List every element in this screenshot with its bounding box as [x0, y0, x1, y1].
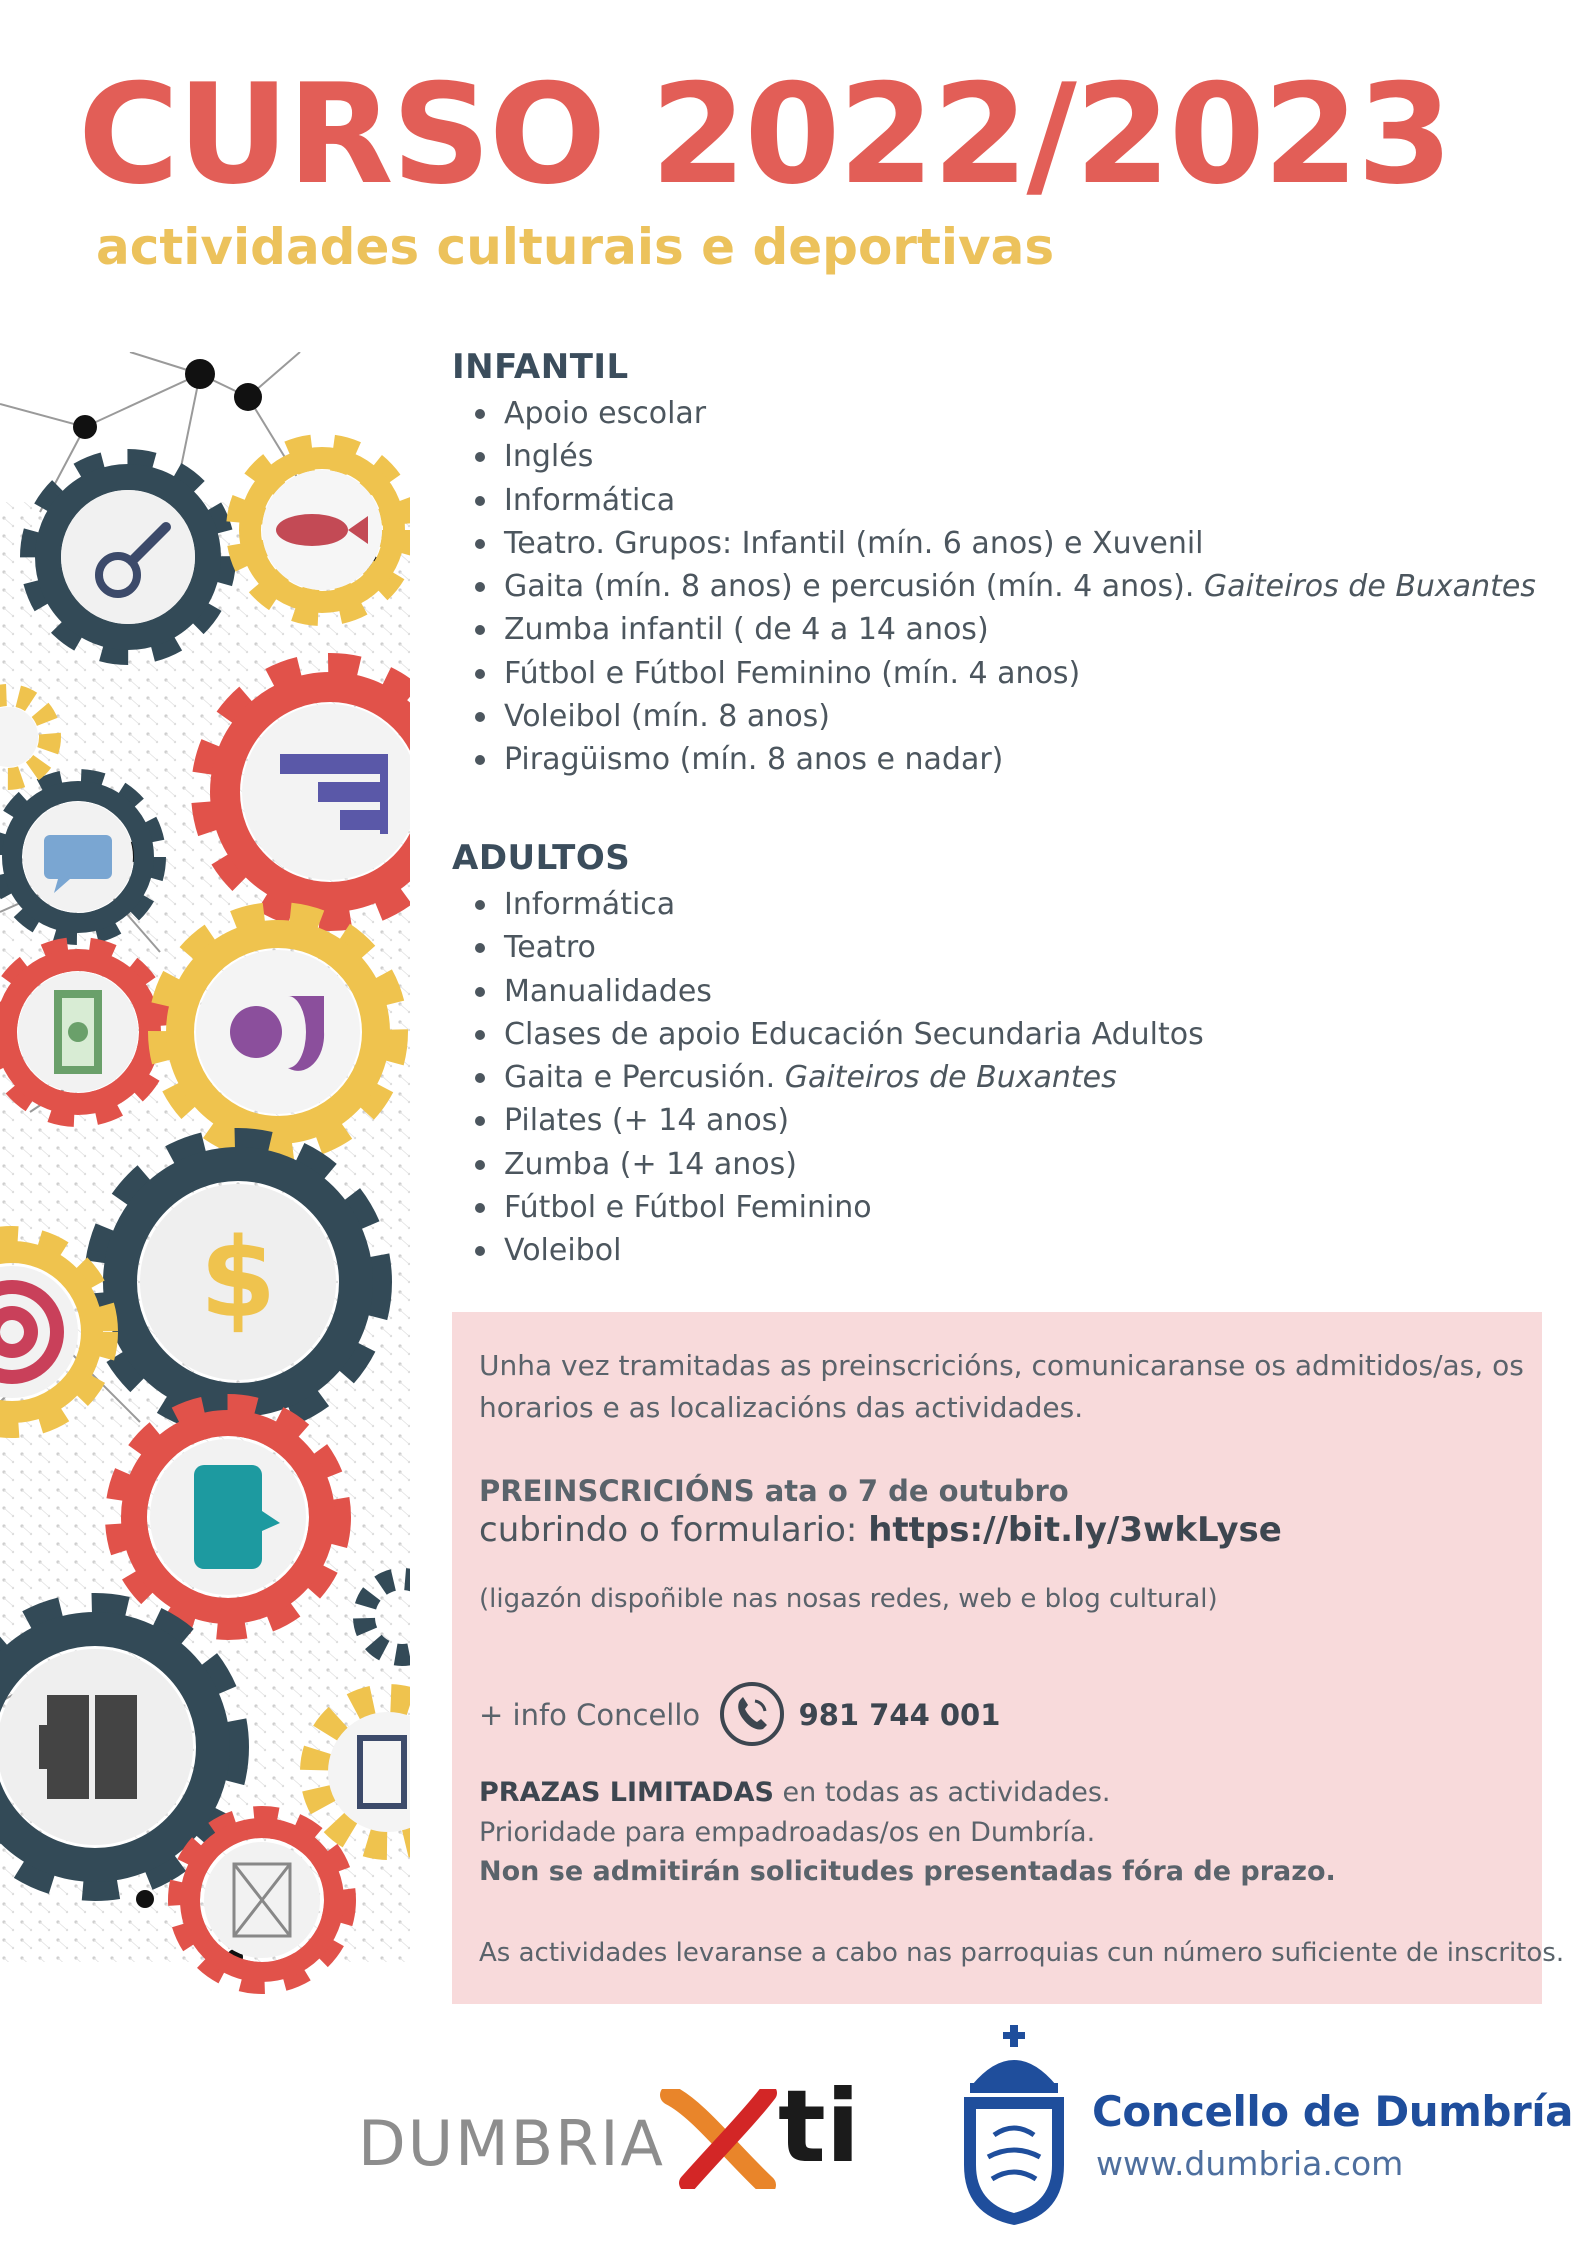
info-intro-line1: Unha vez tramitadas as preinscricións, comunicaranse os admitidos/as, os: [479, 1349, 1524, 1382]
infantil-item-text: Fútbol e Fútbol Feminino (mín. 4 anos): [504, 655, 1081, 691]
adultos-item: [452, 970, 1204, 1013]
infantil-item: [452, 435, 1536, 478]
dumbria-word: DUMBRIA: [358, 2107, 665, 2180]
concello-name: Concello de Dumbría: [1092, 2087, 1573, 2136]
infantil-item: [452, 565, 1536, 608]
adultos-item-text: Manualidades: [504, 973, 712, 1009]
adultos-item-text: Fútbol e Fútbol Feminino: [504, 1190, 872, 1226]
adultos-item-text: Gaita e Percusión.: [504, 1060, 785, 1096]
infantil-item-text: Informática: [504, 482, 676, 518]
infantil-item: [452, 479, 1536, 522]
infantil-item-text: Voleibol (mín. 8 anos): [504, 699, 831, 735]
adultos-activity-list: [452, 883, 1204, 1273]
adultos-item: [452, 1186, 1204, 1229]
adultos-item: [452, 1143, 1204, 1186]
infantil-item-text: Apoio escolar: [504, 396, 707, 431]
svg-text:X: X: [718, 2159, 719, 2160]
concello-website[interactable]: www.dumbria.com: [1096, 2144, 1404, 2183]
infantil-item-text: Inglés: [504, 439, 594, 475]
infantil-item: [452, 522, 1536, 565]
infantil-item-group: Gaiteiros de Buxantes: [1203, 569, 1536, 605]
adultos-item: [452, 1013, 1204, 1056]
phone-number[interactable]: 981 744 001: [798, 1698, 1001, 1732]
adultos-item: [452, 1229, 1204, 1272]
infantil-item: [452, 695, 1536, 738]
ti-word: ti: [778, 2068, 861, 2185]
limited-places-rest: en todas as actividades.: [773, 1777, 1111, 1808]
phone-icon: [719, 1681, 785, 1747]
link-note: (ligazón dispoñible nas nosas redes, web e blog cultural): [479, 1584, 1218, 1614]
adultos-item-text: Voleibol: [504, 1233, 622, 1269]
adultos-item-text: Informática: [504, 887, 676, 922]
adultos-item: [452, 883, 1204, 926]
infantil-activity-list: [452, 392, 1536, 782]
page-title: CURSO 2022/2023: [78, 54, 1451, 215]
info-intro-line2: horarios e as localizacións das actividades.: [479, 1391, 1084, 1424]
adultos-item-group: Gaiteiros de Buxantes: [784, 1060, 1117, 1096]
dollar-icon: [200, 1214, 277, 1342]
adultos-item-text: Teatro: [504, 930, 596, 966]
infantil-item-text: Gaita (mín. 8 anos) e percusión (mín. 4 anos).: [504, 569, 1204, 605]
adultos-item-text: Pilates (+ 14 anos): [504, 1103, 790, 1139]
concello-logo: [958, 2025, 1573, 2225]
infantil-item-text: Zumba infantil ( de 4 a 14 anos): [504, 612, 989, 648]
preinscription-deadline: PREINSCRICIÓNS ata o 7 de outubro: [479, 1474, 1069, 1508]
adultos-item: [452, 1056, 1204, 1099]
svg-text:$: $: [199, 1214, 277, 1342]
infantil-heading: INFANTIL: [452, 347, 629, 387]
priority-note: Prioridade para empadroadas/os en Dumbría.: [479, 1817, 1096, 1848]
adultos-item-text: Clases de apoio Educación Secundaria Adultos: [504, 1016, 1204, 1052]
page-subtitle: actividades culturais e deportivas: [96, 218, 1055, 276]
gears-illustration: [0, 352, 410, 2007]
dumbria-xti-logo: [358, 2068, 888, 2195]
infantil-item-text: Teatro. Grupos: Infantil (mín. 6 anos) e Xuvenil: [504, 525, 1204, 561]
adultos-item: [452, 1099, 1204, 1142]
limited-places: [479, 1777, 1111, 1808]
final-note: As actividades levaranse a cabo nas parroquias cun número suficiente de inscritos.: [479, 1938, 1565, 1968]
infantil-item: [452, 652, 1536, 695]
adultos-item: [452, 926, 1204, 969]
form-url-link[interactable]: https://bit.ly/3wkLyse: [868, 1510, 1282, 1550]
limited-places-bold: PRAZAS LIMITADAS: [479, 1777, 774, 1808]
banknote-icon: [54, 990, 102, 1074]
adultos-heading: ADULTOS: [452, 838, 631, 878]
brand-x-mark: [658, 2089, 788, 2189]
infantil-item: [452, 392, 1536, 435]
form-line: [479, 1510, 1282, 1550]
contact-label: + info Concello: [479, 1698, 701, 1732]
coat-of-arms-icon: [958, 2025, 1070, 2225]
form-prefix: cubrindo o formulario:: [479, 1510, 869, 1550]
info-box: [452, 1312, 1565, 2004]
infantil-item: [452, 608, 1536, 651]
briefcase-icon: [39, 1695, 137, 1799]
contact-line: [479, 1682, 1000, 1750]
no-admit-warning: Non se admitirán solicitudes presentadas fóra de prazo.: [479, 1856, 1336, 1887]
infantil-item: [452, 738, 1536, 781]
infantil-item-text: Piragüismo (mín. 8 anos e nadar): [504, 742, 1004, 778]
adultos-item-text: Zumba (+ 14 anos): [504, 1146, 797, 1182]
